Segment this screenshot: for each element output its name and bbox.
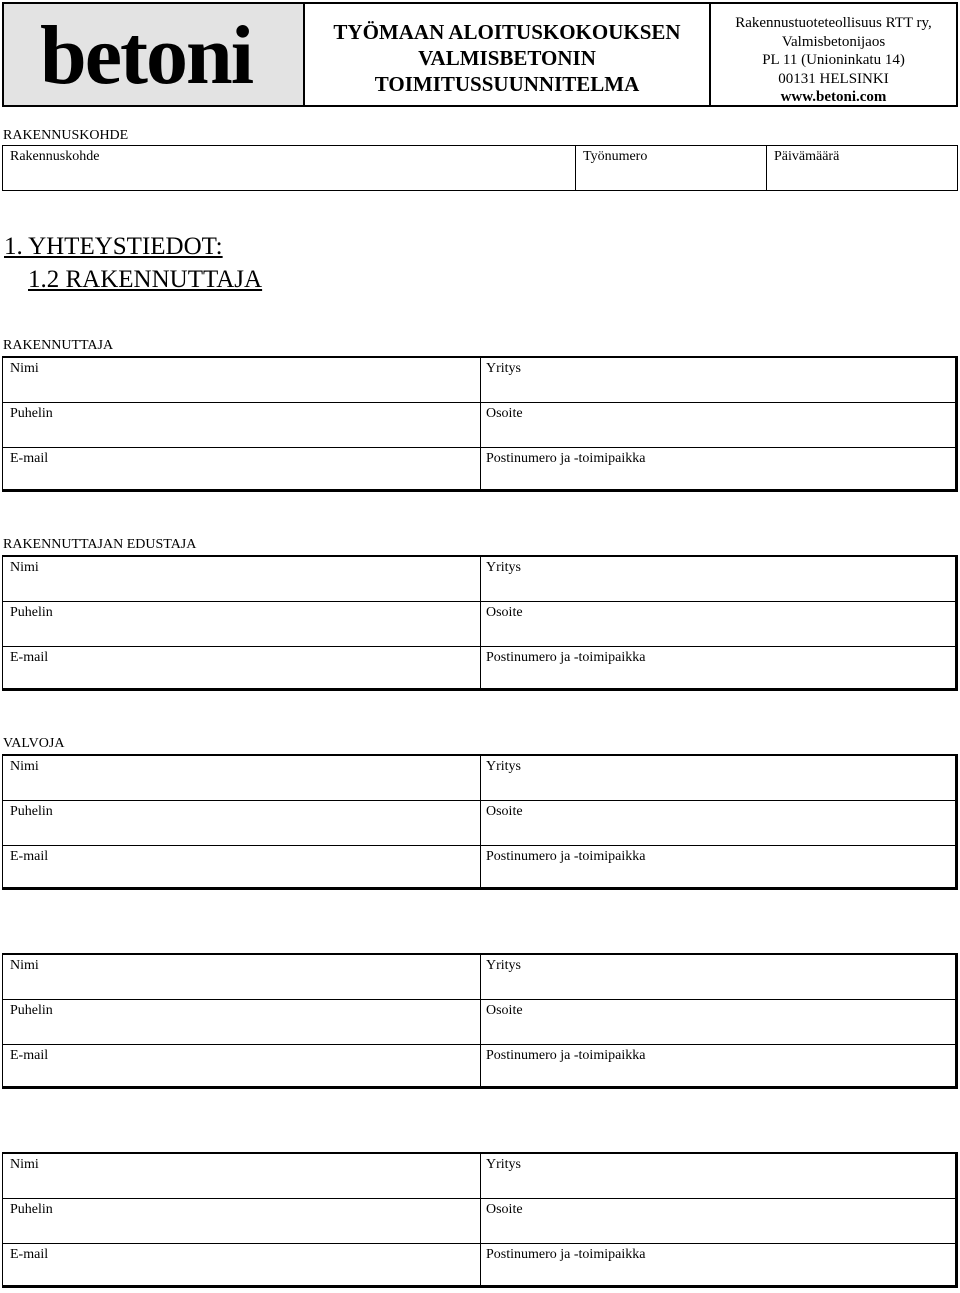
puhelin-label: Puhelin — [10, 1003, 53, 1018]
contact-row[interactable] — [3, 1000, 955, 1045]
heading-yhteystiedot: 1. YHTEYSTIEDOT: — [4, 233, 223, 260]
puhelin-label: Puhelin — [10, 804, 53, 819]
rakennuskohde-label: Rakennuskohde — [10, 149, 100, 164]
website-link[interactable]: www.betoni.com — [780, 89, 887, 105]
contact-row[interactable] — [3, 846, 955, 891]
nimi-label: Nimi — [10, 560, 39, 575]
contact-table — [2, 555, 958, 691]
paivamaara-field[interactable] — [767, 146, 957, 190]
nimi-label: Nimi — [10, 361, 39, 376]
tyonumero-field[interactable] — [576, 146, 767, 190]
yritys-label: Yritys — [486, 361, 521, 376]
address-line-4: 00131 HELSINKI — [778, 70, 889, 87]
yritys-label: Yritys — [486, 1157, 521, 1172]
osoite-label: Osoite — [486, 1202, 523, 1217]
email-label: E-mail — [10, 451, 49, 466]
tyonumero-label: Työnumero — [583, 149, 648, 164]
postinumero-label: Postinumero ja -toimipaikka — [486, 1247, 646, 1262]
contact-table — [2, 356, 958, 492]
title-line-3: TOIMITUSSUUNNITELMA — [374, 72, 640, 96]
rakennuskohde-field[interactable] — [3, 146, 576, 190]
yritys-label: Yritys — [486, 759, 521, 774]
osoite-label: Osoite — [486, 804, 523, 819]
nimi-label: Nimi — [10, 759, 39, 774]
paivamaara-label: Päivämäärä — [774, 149, 840, 164]
contact-table — [2, 1152, 958, 1288]
osoite-label: Osoite — [486, 605, 523, 620]
contact-table — [2, 953, 958, 1089]
heading-rakennuttaja: 1.2 RAKENNUTTAJA — [28, 266, 263, 293]
contact-section-title: VALVOJA — [3, 736, 65, 751]
postinumero-label: Postinumero ja -toimipaikka — [486, 451, 646, 466]
title-line-2: VALMISBETONIN — [418, 46, 596, 70]
contact-row[interactable] — [3, 1045, 955, 1090]
document-title — [305, 4, 711, 105]
contact-row[interactable] — [3, 647, 955, 692]
contact-row[interactable] — [3, 756, 955, 801]
yritys-label: Yritys — [486, 560, 521, 575]
address-line-2: Valmisbetonijaos — [781, 33, 886, 50]
yritys-label: Yritys — [486, 958, 521, 973]
logo-cell — [4, 4, 305, 105]
contact-row[interactable] — [3, 1244, 955, 1289]
betoni-logo: betoni — [40, 9, 253, 102]
puhelin-label: Puhelin — [10, 1202, 53, 1217]
document-header — [2, 2, 958, 107]
rakennuskohde-section-label: RAKENNUSKOHDE — [3, 128, 129, 143]
publisher-address — [711, 4, 956, 105]
puhelin-label: Puhelin — [10, 406, 53, 421]
postinumero-label: Postinumero ja -toimipaikka — [486, 849, 646, 864]
contact-section-title: RAKENNUTTAJA — [3, 338, 114, 353]
contact-row[interactable] — [3, 448, 955, 493]
nimi-label: Nimi — [10, 1157, 39, 1172]
title-line-1: TYÖMAAN ALOITUSKOKOUKSEN — [333, 20, 681, 44]
contact-row[interactable] — [3, 1154, 955, 1199]
address-line-1: Rakennustuoteteollisuus RTT ry, — [735, 15, 932, 31]
contact-row[interactable] — [3, 557, 955, 602]
contact-table — [2, 754, 958, 890]
nimi-label: Nimi — [10, 958, 39, 973]
email-label: E-mail — [10, 1247, 49, 1262]
contact-row[interactable] — [3, 358, 955, 403]
contact-row[interactable] — [3, 801, 955, 846]
postinumero-label: Postinumero ja -toimipaikka — [486, 650, 646, 665]
contact-row[interactable] — [3, 955, 955, 1000]
email-label: E-mail — [10, 849, 49, 864]
postinumero-label: Postinumero ja -toimipaikka — [486, 1048, 646, 1063]
email-label: E-mail — [10, 650, 49, 665]
contact-row[interactable] — [3, 403, 955, 448]
contact-section-title: RAKENNUTTAJAN EDUSTAJA — [3, 537, 197, 552]
contact-row[interactable] — [3, 1199, 955, 1244]
puhelin-label: Puhelin — [10, 605, 53, 620]
contact-row[interactable] — [3, 602, 955, 647]
rakennuskohde-table — [2, 145, 958, 191]
osoite-label: Osoite — [486, 1003, 523, 1018]
email-label: E-mail — [10, 1048, 49, 1063]
address-line-3: PL 11 (Unioninkatu 14) — [762, 52, 905, 68]
osoite-label: Osoite — [486, 406, 523, 421]
